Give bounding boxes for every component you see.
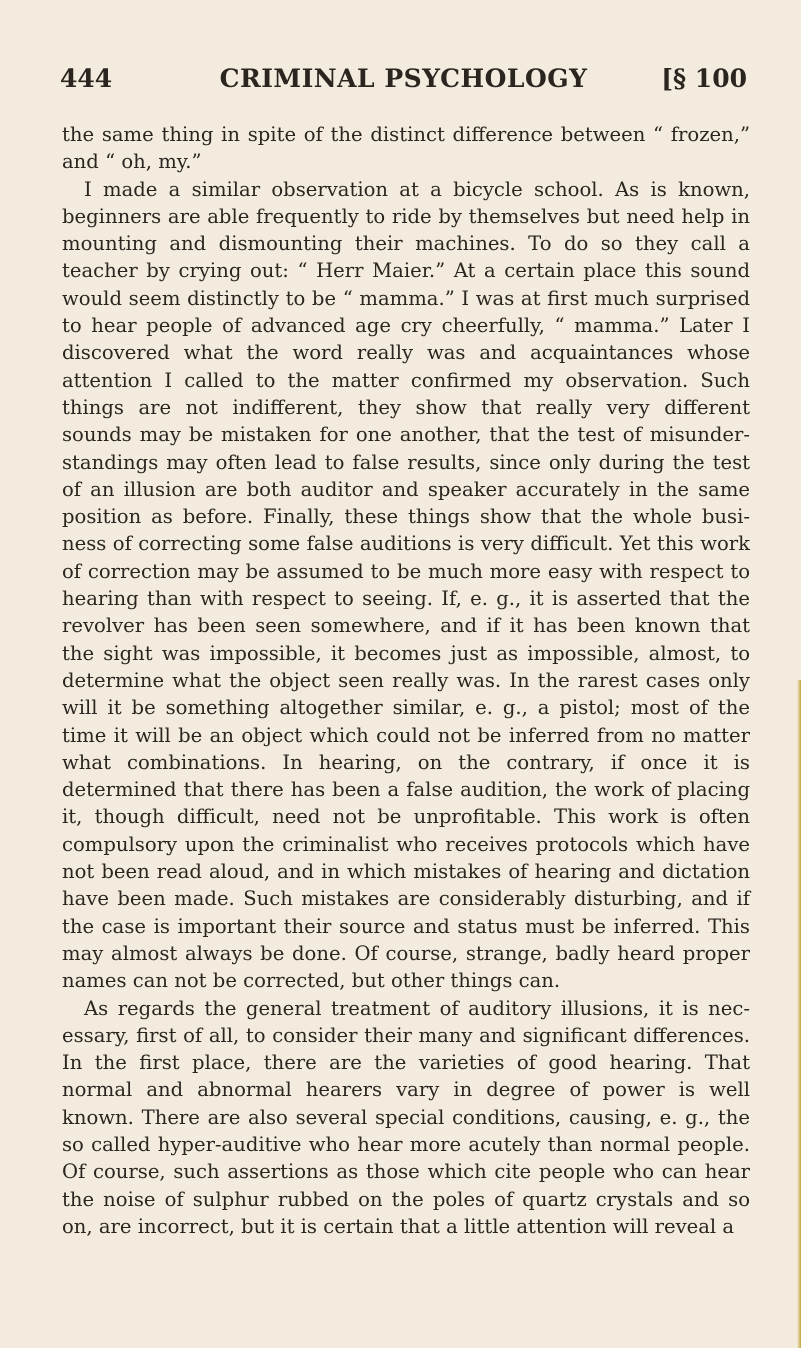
paragraph-continuation: the same thing in spite of the distinct difference between “ frozen,” and “ oh, my.”: [62, 123, 750, 174]
section-reference: [§ 100: [661, 64, 747, 93]
paragraph-bicycle-school: I made a similar observation at a bicycle school. As is known, beginners are able frequently to ride by themselves but need help in mounting and dismounting their machines. To do so they call a teacher by crying out: “ Herr Maier.” At a certain place this sound would seem distinctly to be “ mamma.” I was at first much surprised to hear people of advanced age cry cheerfully, “ mamma.” Later I discovered what the word really was and acquaintances whose attention I called to the matter confirmed my observation. Such things are not indifferent, they show that really very different sounds may be mistaken for one another, that the test of misunder-standings may often lead to false results, since only during the test of an illusion are both auditor and speaker accurately in the same position as before. Finally, these things show that the whole busi-ness of correcting some false auditions is very difficult. Yet this work of correction may be assumed to be much more easy with respect to hearing than with respect to seeing. If, e. g., it is asserted that the revolver has been seen somewhere, and if it has been known that the sight was impossible, it becomes just as impossible, almost, to determine what the object seen really was. In the rarest cases only will it be something altogether similar, e. g., a pistol; most of the time it will be an object which could not be inferred from no matter what combinations. In hearing, on the contrary, if once it is determined that there has been a false audition, the work of placing it, though difficult, need not be unprofitable. This work is often compulsory upon the criminalist who receives protocols which have not been read aloud, and in which mistakes of hearing and dictation have been made. Such mistakes are considerably disturbing, and if the case is important their source and status must be inferred. This may almost always be done. Of course, strange, badly heard proper names can not be corrected, but other things can.: [62, 177, 750, 993]
running-title: CRIMINAL PSYCHOLOGY: [219, 64, 588, 93]
body-text: [62, 121, 750, 1240]
page-number: 444: [60, 64, 113, 93]
page-header: [60, 64, 747, 100]
paragraph-auditory-illusions: As regards the general treatment of auditory illusions, it is nec-essary, first of all, to consider their many and significant differences. In the first place, there are the varieties of good hearing. That normal and abnormal hearers vary in degree of power is well known. There are also several special conditions, causing, e. g., the so called hyper-auditive who hear more acutely than normal people. Of course, such assertions as those which cite people who can hear the noise of sulphur rubbed on the poles of quartz crystals and so on, are incorrect, but it is certain that a little attention will reveal a: [62, 996, 750, 1238]
page-edge: [797, 680, 801, 1348]
